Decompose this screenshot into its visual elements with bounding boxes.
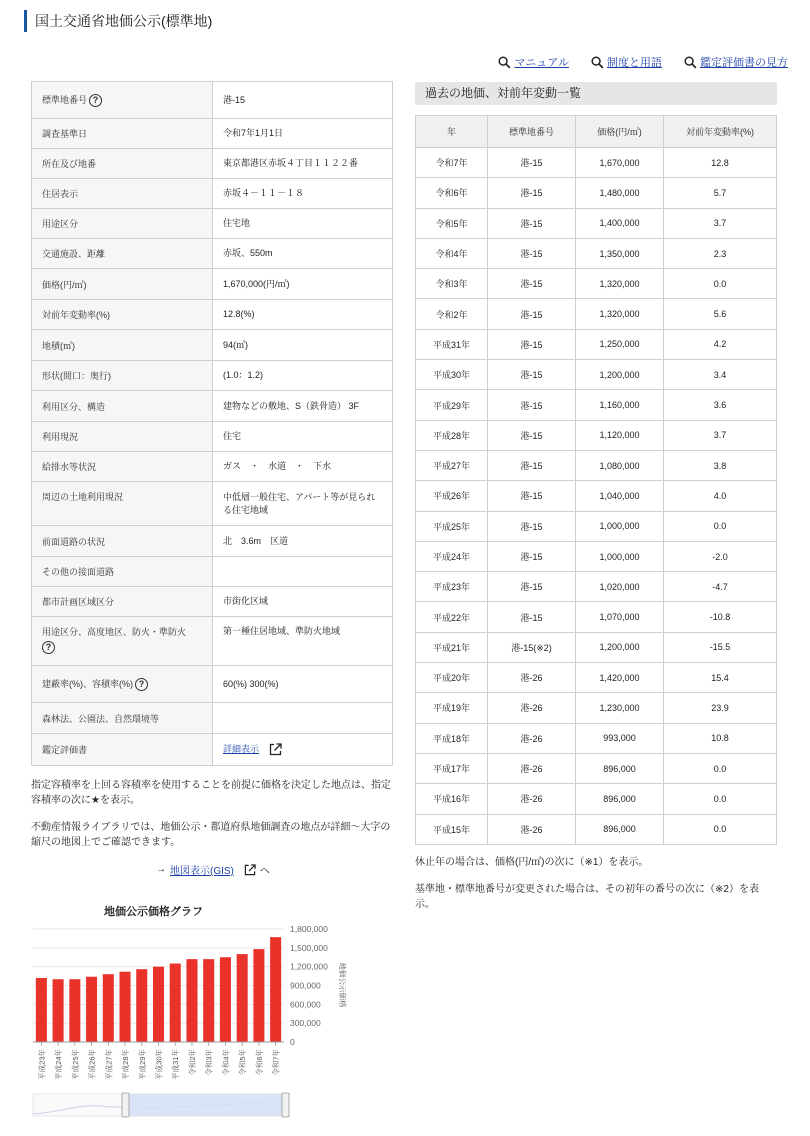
chart-bar xyxy=(253,949,264,1042)
navigator-track xyxy=(33,1094,285,1116)
history-year: 平成15年 xyxy=(416,814,488,844)
history-price: 1,000,000 xyxy=(576,541,664,571)
history-price: 1,070,000 xyxy=(576,602,664,632)
history-year: 令和4年 xyxy=(416,238,488,268)
history-number: 港-15 xyxy=(488,238,576,268)
x-tick-label: 令和7年 xyxy=(271,1049,281,1076)
history-change: 4.2 xyxy=(664,329,777,359)
detail-row xyxy=(32,82,393,119)
history-row xyxy=(416,299,777,329)
detail-row xyxy=(32,209,393,239)
history-number: 港-15 xyxy=(488,511,576,541)
help-icon[interactable]: ? xyxy=(89,94,102,107)
history-change: 15.4 xyxy=(664,663,777,693)
history-price: 1,040,000 xyxy=(576,481,664,511)
history-row xyxy=(416,481,777,511)
history-price: 1,200,000 xyxy=(576,360,664,390)
detail-key: 住居表示 xyxy=(32,179,213,209)
help-icon[interactable]: ? xyxy=(42,641,55,654)
history-row xyxy=(416,208,777,238)
detail-row xyxy=(32,330,393,361)
navigator-selection xyxy=(126,1094,285,1116)
history-change: 3.6 xyxy=(664,390,777,420)
history-number: 港-15 xyxy=(488,481,576,511)
history-number: 港-15 xyxy=(488,541,576,571)
history-year: 平成18年 xyxy=(416,723,488,753)
help-links xyxy=(498,54,788,70)
chart-bar xyxy=(36,978,47,1042)
appraisal-detail-link[interactable]: 詳細表示 xyxy=(223,743,260,754)
history-year: 平成20年 xyxy=(416,663,488,693)
history-change: 5.6 xyxy=(664,299,777,329)
x-tick-label: 平成24年 xyxy=(54,1049,64,1080)
history-price: 1,080,000 xyxy=(576,450,664,480)
chart-bar xyxy=(69,979,80,1042)
history-year: 平成26年 xyxy=(416,481,488,511)
detail-key: 利用現況 xyxy=(32,422,213,452)
detail-value: ガス ・ 水道 ・ 下水 xyxy=(213,452,393,482)
history-price: 1,000,000 xyxy=(576,511,664,541)
detail-row xyxy=(32,149,393,179)
detail-key: 鑑定評価書 xyxy=(32,734,213,766)
detail-key: 調査基準日 xyxy=(32,119,213,149)
history-header-year: 年 xyxy=(416,116,488,148)
chart-bar xyxy=(86,977,97,1042)
y-tick-label: 1,200,000 xyxy=(290,961,328,972)
manual-link[interactable] xyxy=(498,54,569,70)
x-tick-label: 平成27年 xyxy=(104,1049,114,1080)
detail-key: 交通施設、距離 xyxy=(32,239,213,269)
y-tick-label: 0 xyxy=(290,1037,295,1047)
history-row xyxy=(416,420,777,450)
history-price: 1,420,000 xyxy=(576,663,664,693)
history-row xyxy=(416,602,777,632)
history-number: 港-26 xyxy=(488,723,576,753)
history-number: 港-15 xyxy=(488,178,576,208)
history-change: 0.0 xyxy=(664,814,777,844)
detail-row xyxy=(32,587,393,617)
detail-row xyxy=(32,666,393,703)
y-tick-label: 900,000 xyxy=(290,980,321,991)
history-price: 1,320,000 xyxy=(576,299,664,329)
detail-value: 60(%) 300(%) xyxy=(213,666,393,703)
history-price: 993,000 xyxy=(576,723,664,753)
history-year: 平成29年 xyxy=(416,390,488,420)
detail-key: 利用区分、構造 xyxy=(32,391,213,422)
history-row xyxy=(416,238,777,268)
history-price: 1,670,000 xyxy=(576,148,664,178)
detail-value: 建物などの敷地、S（鉄骨造） 3F xyxy=(213,391,393,422)
detail-key: 都市計画区域区分 xyxy=(32,587,213,617)
history-number: 港-15 xyxy=(488,602,576,632)
history-change: -10.8 xyxy=(664,602,777,632)
history-row xyxy=(416,360,777,390)
history-year: 平成25年 xyxy=(416,511,488,541)
history-price: 1,250,000 xyxy=(576,329,664,359)
x-tick-label: 令和5年 xyxy=(238,1049,248,1076)
detail-value: 94(㎡) xyxy=(213,330,393,361)
detail-value: 港-15 xyxy=(213,82,393,119)
history-price: 1,230,000 xyxy=(576,693,664,723)
history-change: -4.7 xyxy=(664,572,777,602)
suspended-note: 休止年の場合は、価格(円/㎡)の次に（※1）を表示。 xyxy=(415,857,649,868)
detail-key: 用途区分 xyxy=(32,209,213,239)
history-row xyxy=(416,148,777,178)
history-number: 港-15 xyxy=(488,208,576,238)
external-link-icon[interactable] xyxy=(244,864,256,876)
detail-value: 赤坂、550m xyxy=(213,239,393,269)
history-header-change: 対前年変動率(%) xyxy=(664,116,777,148)
history-row xyxy=(416,814,777,844)
x-tick-label: 平成23年 xyxy=(37,1049,47,1080)
history-number: 港-15 xyxy=(488,329,576,359)
detail-row xyxy=(32,422,393,452)
chart-bar xyxy=(220,957,231,1042)
history-number: 港-15 xyxy=(488,148,576,178)
history-year: 平成22年 xyxy=(416,602,488,632)
detail-key: 地積(㎡) xyxy=(32,330,213,361)
detail-value: 住宅 xyxy=(213,422,393,452)
detail-value xyxy=(213,734,393,766)
detail-value: 市街化区域 xyxy=(213,587,393,617)
detail-row xyxy=(32,482,393,526)
history-number: 港-15 xyxy=(488,572,576,602)
help-icon[interactable]: ? xyxy=(135,678,148,691)
chart-bar xyxy=(270,937,281,1042)
detail-row xyxy=(32,452,393,482)
history-change: 12.8 xyxy=(664,148,777,178)
history-price: 896,000 xyxy=(576,784,664,814)
history-price: 1,350,000 xyxy=(576,238,664,268)
chart-bar xyxy=(103,974,114,1042)
history-year: 平成16年 xyxy=(416,784,488,814)
chart-bar xyxy=(136,969,147,1042)
history-year: 令和7年 xyxy=(416,148,488,178)
detail-row xyxy=(32,179,393,209)
chart-title: 地価公示価格グラフ xyxy=(104,906,203,918)
x-tick-label: 平成31年 xyxy=(171,1049,181,1080)
x-tick-label: 平成29年 xyxy=(137,1049,147,1080)
history-change: 0.0 xyxy=(664,269,777,299)
history-number: 港-15 xyxy=(488,269,576,299)
detail-key: 対前年変動率(%) xyxy=(32,300,213,330)
detail-value: 第一種住居地域、準防火地域 xyxy=(213,617,393,666)
history-row xyxy=(416,632,777,662)
x-tick-label: 令和2年 xyxy=(187,1049,197,1076)
history-row xyxy=(416,329,777,359)
detail-row xyxy=(32,239,393,269)
x-tick-label: 平成28年 xyxy=(121,1049,131,1080)
history-change: 3.7 xyxy=(664,420,777,450)
navigator-handle-right[interactable] xyxy=(282,1093,289,1117)
history-title: 過去の地価、対前年変動一覧 xyxy=(415,82,777,105)
history-year: 令和3年 xyxy=(416,269,488,299)
detail-value: (1.0：1.2) xyxy=(213,361,393,391)
terms-link-label: 制度と用語 xyxy=(607,57,662,69)
history-table xyxy=(415,115,777,845)
history-header-row xyxy=(416,116,777,148)
detail-key: 森林法、公園法、自然環境等 xyxy=(32,703,213,734)
history-price: 1,020,000 xyxy=(576,572,664,602)
history-price: 1,120,000 xyxy=(576,420,664,450)
history-row xyxy=(416,784,777,814)
x-tick-label: 令和6年 xyxy=(254,1049,264,1076)
history-year: 平成21年 xyxy=(416,632,488,662)
detail-key: その他の接面道路 xyxy=(32,557,213,587)
navigator-handle-left[interactable] xyxy=(122,1093,129,1117)
history-year: 平成27年 xyxy=(416,450,488,480)
detail-key: 用途区分、高度地区、防火・準防火 ? xyxy=(32,617,213,666)
detail-value: 12.8(%) xyxy=(213,300,393,330)
detail-value: 住宅地 xyxy=(213,209,393,239)
history-price: 1,160,000 xyxy=(576,390,664,420)
history-row xyxy=(416,541,777,571)
appraisal-guide-link[interactable] xyxy=(684,54,788,70)
history-row xyxy=(416,390,777,420)
history-change: 4.0 xyxy=(664,481,777,511)
history-row xyxy=(416,450,777,480)
history-year: 令和6年 xyxy=(416,178,488,208)
detail-key: 所在及び地番 xyxy=(32,149,213,179)
history-change: 5.7 xyxy=(664,178,777,208)
chart-bar xyxy=(203,959,214,1042)
detail-key: 価格(円/㎡) xyxy=(32,269,213,300)
detail-row xyxy=(32,526,393,557)
history-number: 港-15 xyxy=(488,299,576,329)
chart-bar xyxy=(53,979,64,1042)
history-change: -2.0 xyxy=(664,541,777,571)
history-number: 港-26 xyxy=(488,753,576,783)
terms-link[interactable] xyxy=(591,54,662,70)
history-number: 港-26 xyxy=(488,663,576,693)
history-change: 23.9 xyxy=(664,693,777,723)
y-tick-label: 1,500,000 xyxy=(290,942,328,953)
history-price: 1,200,000 xyxy=(576,632,664,662)
history-change: 0.0 xyxy=(664,753,777,783)
search-icon xyxy=(498,56,511,69)
history-number: 港-26 xyxy=(488,814,576,844)
detail-value: 令和7年1月1日 xyxy=(213,119,393,149)
history-number: 港-15 xyxy=(488,450,576,480)
detail-key: 周辺の土地利用現況 xyxy=(32,482,213,526)
history-number: 港-15 xyxy=(488,420,576,450)
history-number: 港-15(※2) xyxy=(488,632,576,662)
history-change: 0.0 xyxy=(664,784,777,814)
history-row xyxy=(416,511,777,541)
detail-value: 赤坂４－１１－１８ xyxy=(213,179,393,209)
chart-bar xyxy=(237,954,248,1042)
history-row xyxy=(416,269,777,299)
x-tick-label: 平成25年 xyxy=(70,1049,80,1080)
external-link-icon[interactable] xyxy=(269,743,282,756)
detail-value xyxy=(213,557,393,587)
detail-table xyxy=(31,81,393,766)
detail-row xyxy=(32,300,393,330)
detail-row xyxy=(32,361,393,391)
history-year: 平成17年 xyxy=(416,753,488,783)
star-note: 指定容積率を上回る容積率を使用することを前提に価格を決定した地点は、指定容積率の次に★を表示。 xyxy=(31,780,391,806)
y-tick-label: 600,000 xyxy=(290,999,321,1010)
history-change: 3.7 xyxy=(664,208,777,238)
history-change: 0.0 xyxy=(664,511,777,541)
history-change: 3.8 xyxy=(664,450,777,480)
detail-key: 建蔽率(%)、容積率(%) ? xyxy=(32,666,213,703)
history-number: 港-26 xyxy=(488,784,576,814)
history-price: 896,000 xyxy=(576,814,664,844)
navigator-line xyxy=(33,1100,285,1114)
gis-suffix: へ xyxy=(259,866,270,877)
history-price: 896,000 xyxy=(576,753,664,783)
history-row xyxy=(416,178,777,208)
gis-line xyxy=(156,862,270,877)
history-change: -15.5 xyxy=(664,632,777,662)
page-title: 国土交通省地価公示(標準地) xyxy=(24,10,212,32)
history-change: 2.3 xyxy=(664,238,777,268)
detail-row xyxy=(32,391,393,422)
detail-row xyxy=(32,617,393,666)
detail-row xyxy=(32,734,393,766)
chart-bar xyxy=(120,972,131,1042)
y-axis-title: 地価公示価格 xyxy=(338,962,347,1008)
detail-value: 1,670,000(円/㎡) xyxy=(213,269,393,300)
x-tick-label: 令和4年 xyxy=(221,1049,231,1076)
history-header-price: 価格(円/㎡) xyxy=(576,116,664,148)
history-price: 1,400,000 xyxy=(576,208,664,238)
history-row xyxy=(416,753,777,783)
history-year: 令和2年 xyxy=(416,299,488,329)
detail-row xyxy=(32,703,393,734)
history-year: 令和5年 xyxy=(416,208,488,238)
gis-link[interactable]: 地図表示(GIS) xyxy=(170,866,234,877)
history-price: 1,480,000 xyxy=(576,178,664,208)
history-year: 平成19年 xyxy=(416,693,488,723)
search-icon xyxy=(591,56,604,69)
x-tick-label: 平成30年 xyxy=(154,1049,164,1080)
history-year: 平成24年 xyxy=(416,541,488,571)
history-year: 平成28年 xyxy=(416,420,488,450)
y-tick-label: 1,800,000 xyxy=(290,924,328,934)
library-note: 不動産情報ライブラリでは、地価公示・都道府県地価調査の地点が詳細～大字の縮尺の地図上でご確認できます。 xyxy=(31,822,391,848)
history-change: 3.4 xyxy=(664,360,777,390)
detail-value: 中低層一般住宅、アパート等が見られる住宅地域 xyxy=(213,482,393,526)
detail-key: 形状(間口：奥行) xyxy=(32,361,213,391)
x-tick-label: 令和3年 xyxy=(204,1049,214,1076)
detail-key: 前面道路の状況 xyxy=(32,526,213,557)
y-tick-label: 300,000 xyxy=(290,1018,321,1029)
history-row xyxy=(416,572,777,602)
x-tick-label: 平成26年 xyxy=(87,1049,97,1080)
chart-bar xyxy=(186,959,197,1042)
search-icon xyxy=(684,56,697,69)
manual-link-label: マニュアル xyxy=(514,57,569,69)
detail-row xyxy=(32,119,393,149)
chart-bar xyxy=(170,964,181,1042)
history-row xyxy=(416,723,777,753)
chart-bar xyxy=(153,967,164,1042)
history-row xyxy=(416,693,777,723)
history-number: 港-26 xyxy=(488,693,576,723)
history-header-number: 標準地番号 xyxy=(488,116,576,148)
history-row xyxy=(416,663,777,693)
detail-row xyxy=(32,269,393,300)
history-year: 平成23年 xyxy=(416,572,488,602)
history-number: 港-15 xyxy=(488,360,576,390)
detail-key: 給排水等状況 xyxy=(32,452,213,482)
detail-value: 北 3.6m 区道 xyxy=(213,526,393,557)
history-year: 平成30年 xyxy=(416,360,488,390)
detail-value xyxy=(213,703,393,734)
history-year: 平成31年 xyxy=(416,329,488,359)
history-number: 港-15 xyxy=(488,390,576,420)
detail-value: 東京都港区赤坂４丁目１１２２番 xyxy=(213,149,393,179)
appraisal-guide-link-label: 鑑定評価書の見方 xyxy=(700,57,788,69)
changed-number-note: 基準地・標準地番号が変更された場合は、その初年の番号の次に（※2）を表示。 xyxy=(415,884,759,910)
history-change: 10.8 xyxy=(664,723,777,753)
detail-key: 標準地番号 ? xyxy=(32,82,213,119)
detail-row xyxy=(32,557,393,587)
gis-arrow: → xyxy=(156,864,166,875)
history-price: 1,320,000 xyxy=(576,269,664,299)
